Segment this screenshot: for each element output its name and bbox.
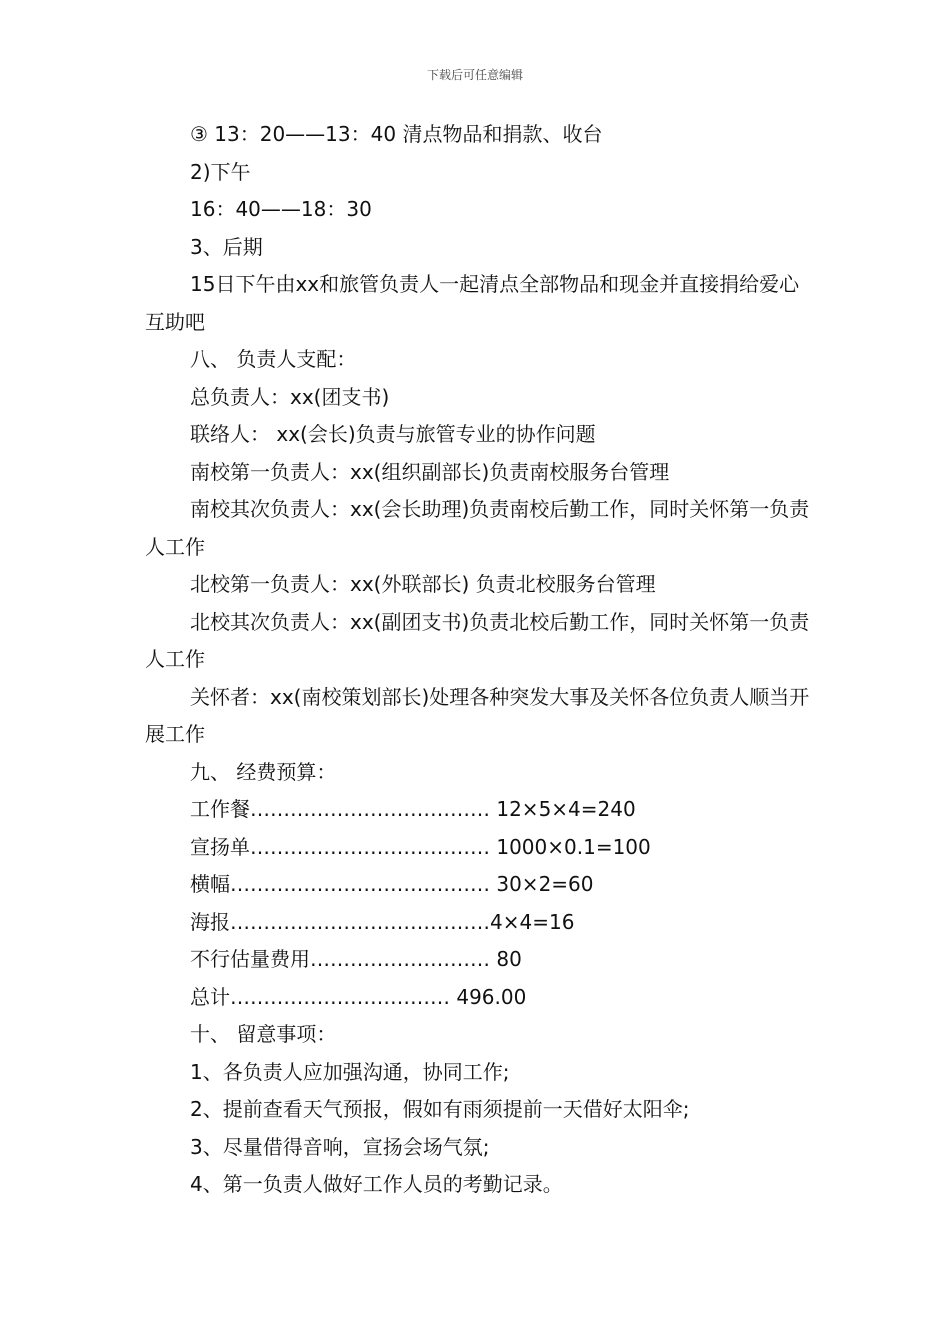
list-item: 3、尽量借得音响，宣扬会场气氛; <box>190 1134 490 1159</box>
paragraph-wrapped: 15日下午由xx和旅管负责人一起清点全部物品和现金并直接捐给爱心互助吧 <box>145 272 800 334</box>
paragraph-line: 2)下午 <box>190 159 251 184</box>
paragraph-wrapped: 南校其次负责人：xx(会长助理)负责南校后勤工作，同时关怀第一负责人工作 <box>145 497 810 559</box>
paragraph-line: 北校第一负责人：xx(外联部长) 负责北校服务台管理 <box>190 572 656 596</box>
budget-line: 横幅………………………………… 30×2=60 <box>190 872 594 896</box>
paragraph-line: 联络人： xx(会长)负责与旅管专业的协作问题 <box>190 422 596 446</box>
budget-line: 宣扬单……………………………… 1000×0.1=100 <box>190 834 651 859</box>
paragraph-line: 南校第一负责人：xx(组织副部长)负责南校服务台管理 <box>190 459 670 484</box>
paragraph-line: ③ 13：20——13：40 清点物品和捐款、收台 <box>190 122 603 146</box>
section-heading: 八、 负责人支配： <box>190 347 357 371</box>
paragraph-line: 3、后期 <box>190 234 263 259</box>
list-item: 4、第一负责人做好工作人员的考勤记录。 <box>190 1172 563 1196</box>
page-header-note: 下载后可任意编辑 <box>426 68 523 82</box>
list-item: 2、提前查看天气预报，假如有雨须提前一天借好太阳伞; <box>190 1097 690 1121</box>
section-heading: 十、 留意事项： <box>190 1022 337 1046</box>
document-body <box>145 116 815 1204</box>
paragraph-line: 16：40——18：30 <box>190 197 372 221</box>
paragraph-wrapped: 关怀者：xx(南校策划部长)处理各种突发大事及关怀各位负责人顺当开展工作 <box>145 684 810 746</box>
budget-line: 工作餐……………………………… 12×5×4=240 <box>190 797 636 821</box>
paragraph-wrapped: 北校其次负责人：xx(副团支书)负责北校后勤工作，同时关怀第一负责人工作 <box>145 609 810 671</box>
paragraph-line: 总负责人：xx(团支书) <box>190 384 390 409</box>
budget-total-line: 总计…………………………… 496.00 <box>190 984 527 1009</box>
section-heading: 九、 经费预算： <box>190 759 337 784</box>
budget-line: 不行估量费用……………………… 80 <box>190 947 522 971</box>
budget-line: 海报…………………………………4×4=16 <box>190 909 575 934</box>
list-item: 1、各负责人应加强沟通，协同工作; <box>190 1059 510 1084</box>
